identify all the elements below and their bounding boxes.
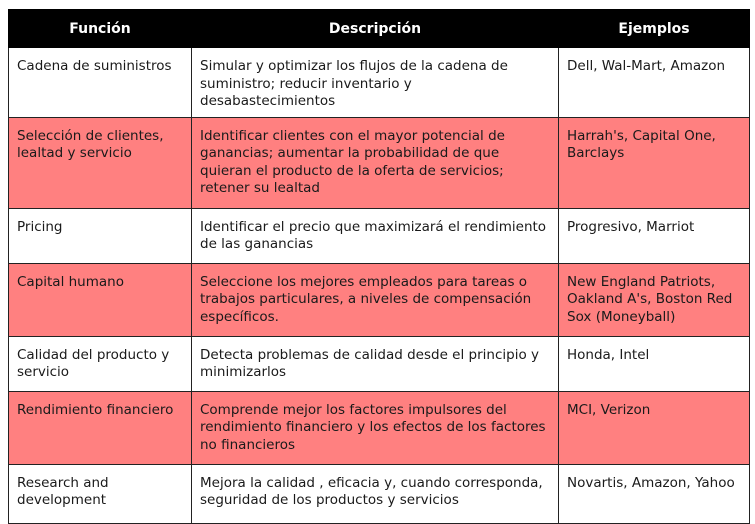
table-row (9, 464, 750, 523)
table-row (9, 336, 750, 391)
header-funcion: Función (9, 10, 192, 48)
cell-funcion: Rendimiento financiero (9, 391, 192, 464)
header-descripcion: Descripción (192, 10, 559, 48)
cell-descripcion: Comprende mejor los factores impulsores del rendimiento financiero y los efectos de los factores no financieros (192, 391, 559, 464)
cell-ejemplos: Harrah's, Capital One, Barclays (559, 117, 750, 208)
analytics-functions-table (8, 9, 750, 524)
cell-funcion: Capital humano (9, 263, 192, 336)
table-row (9, 117, 750, 208)
cell-ejemplos: Dell, Wal-Mart, Amazon (559, 48, 750, 118)
cell-ejemplos: New England Patriots, Oakland A's, Boston Red Sox (Moneyball) (559, 263, 750, 336)
table-row (9, 263, 750, 336)
table-row (9, 391, 750, 464)
cell-funcion: Research and development (9, 464, 192, 523)
cell-descripcion: Identificar el precio que maximizará el rendimiento de las ganancias (192, 208, 559, 263)
analytics-functions-table-container (8, 9, 749, 524)
table-header-row (9, 10, 750, 48)
cell-descripcion: Simular y optimizar los flujos de la cadena de suministro; reducir inventario y desabastecimientos (192, 48, 559, 118)
table-row (9, 48, 750, 118)
table-row (9, 208, 750, 263)
cell-descripcion: Mejora la calidad , eficacia y, cuando corresponda, seguridad de los productos y servicios (192, 464, 559, 523)
cell-funcion: Selección de clientes, lealtad y servicio (9, 117, 192, 208)
cell-ejemplos: Progresivo, Marriot (559, 208, 750, 263)
cell-ejemplos: Novartis, Amazon, Yahoo (559, 464, 750, 523)
cell-ejemplos: MCI, Verizon (559, 391, 750, 464)
cell-descripcion: Identificar clientes con el mayor potencial de ganancias; aumentar la probabilidad de que quieran el producto de la oferta de servicios; retener su lealtad (192, 117, 559, 208)
cell-ejemplos: Honda, Intel (559, 336, 750, 391)
cell-funcion: Cadena de suministros (9, 48, 192, 118)
header-ejemplos: Ejemplos (559, 10, 750, 48)
cell-funcion: Pricing (9, 208, 192, 263)
cell-funcion: Calidad del producto y servicio (9, 336, 192, 391)
cell-descripcion: Seleccione los mejores empleados para tareas o trabajos particulares, a niveles de compensación específicos. (192, 263, 559, 336)
cell-descripcion: Detecta problemas de calidad desde el principio y minimizarlos (192, 336, 559, 391)
